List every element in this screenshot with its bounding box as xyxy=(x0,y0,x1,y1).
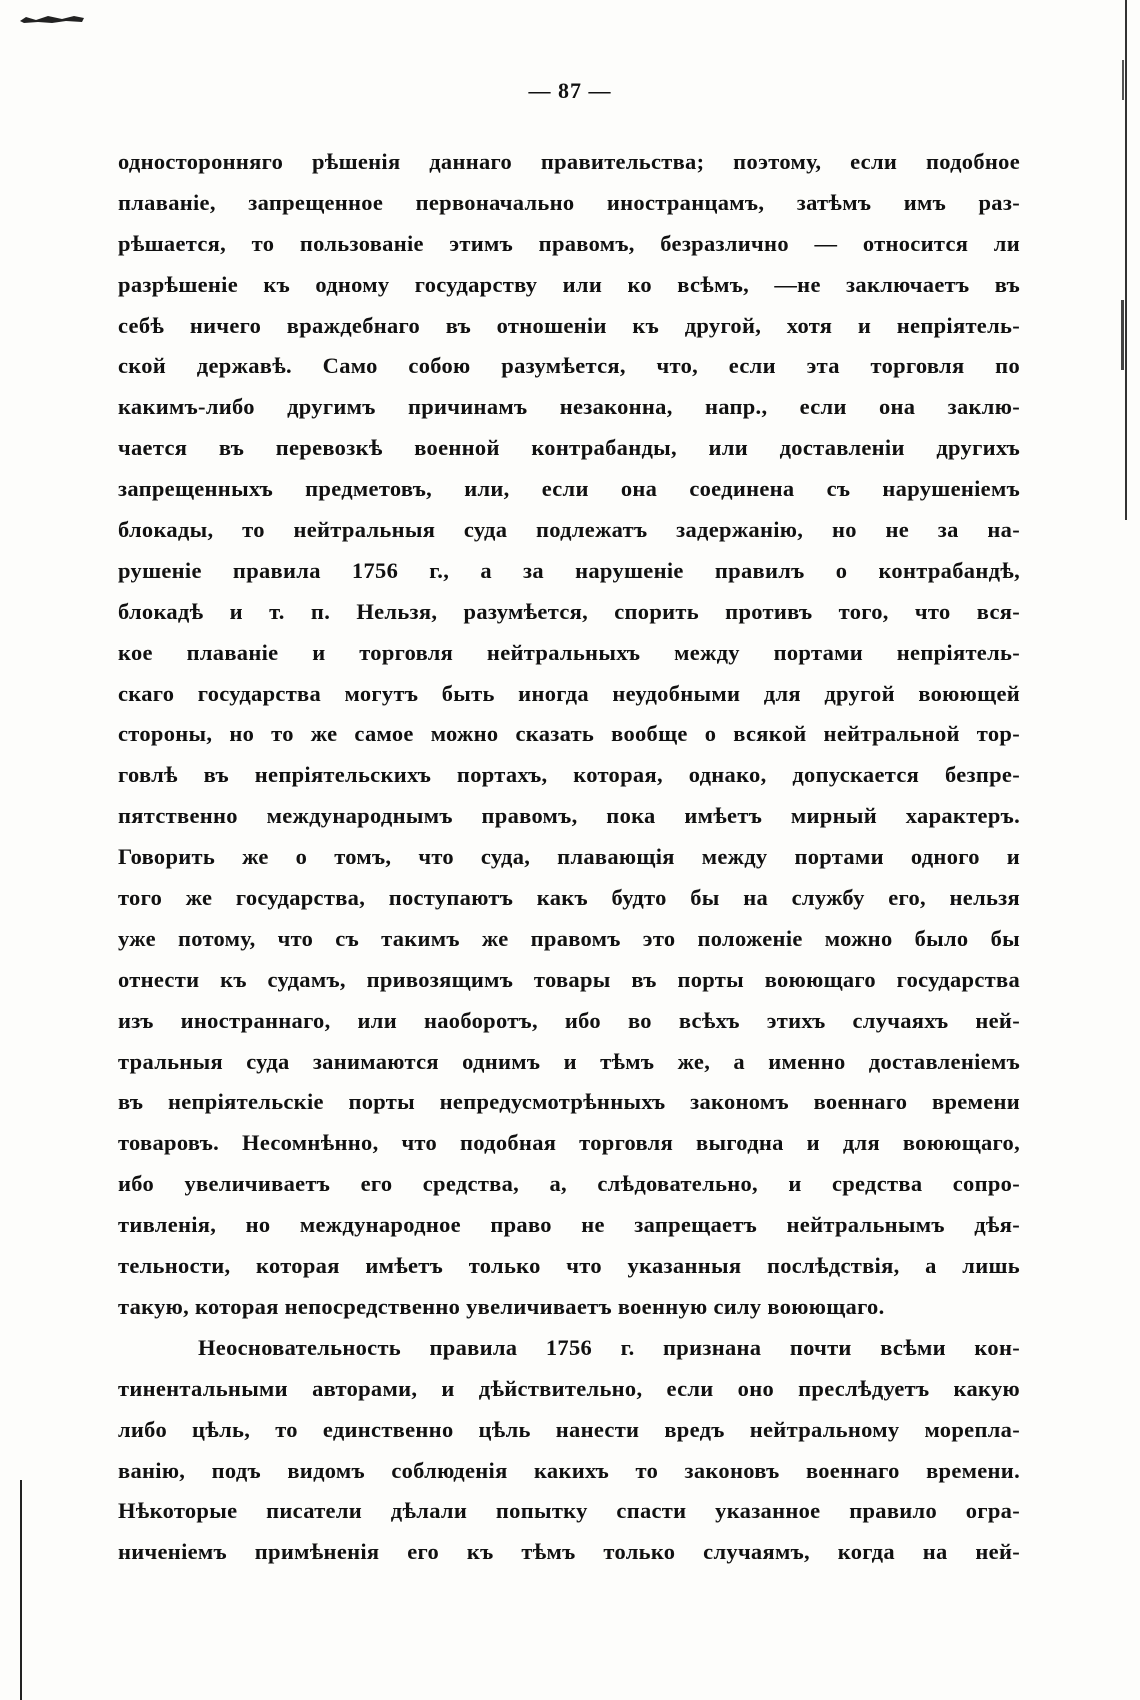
text-line: такую, которая непосредственно увеличиваетъ военную силу воюющаго. xyxy=(118,1293,885,1319)
text-line: Неосновательность правила 1756 г. признана почти всѣми кон- xyxy=(198,1334,1020,1360)
page-number: — 87 — xyxy=(528,78,612,103)
text-line: разрѣшеніе къ одному государству или ко всѣмъ, —не заключаетъ въ xyxy=(118,271,1020,297)
text-line: чается въ перевозкѣ военной контрабанды, или доставленіи другихъ xyxy=(118,435,1020,461)
text-line: стороны, но то же самое можно сказать вообще о всякой нейтральной тор- xyxy=(118,721,1020,747)
text-line: односторонняго рѣшенія даннаго правительства; поэтому, если подобное xyxy=(118,149,1020,174)
corner-ink-mark xyxy=(18,14,86,24)
text-line: Говорить же о томъ, что суда, плавающія между портами одного и xyxy=(118,844,1020,870)
text-line: себѣ ничего враждебнаго въ отношеніи къ другой, хотя и непріятель- xyxy=(118,312,1020,338)
text-line: тельности, которая имѣетъ только что указанныя послѣдствія, а лишь xyxy=(118,1253,1020,1279)
text-line: отнести къ судамъ, привозящимъ товары въ порты воюющаго государства xyxy=(118,966,1020,992)
text-line: запрещенныхъ предметовъ, или, если она соединена съ нарушеніемъ xyxy=(118,476,1020,502)
text-line: говлѣ въ непріятельскихъ портахъ, которая, однако, допускается безпре- xyxy=(118,762,1020,788)
body-text xyxy=(118,142,1020,1573)
text-line: рѣшается, то пользованіе этимъ правомъ, безразлично — относится ли xyxy=(118,230,1020,256)
text-line: плаваніе, запрещенное первоначально иностранцамъ, затѣмъ имъ раз- xyxy=(118,189,1020,215)
text-line: скаго государства могутъ быть иногда неудобными для другой воюющей xyxy=(118,680,1020,706)
text-line: тивленія, но международное право не запрещаетъ нейтральнымъ дѣя- xyxy=(118,1212,1020,1238)
left-margin-line xyxy=(18,1480,24,1700)
text-line: кое плаваніе и торговля нейтральныхъ между портами непріятель- xyxy=(118,639,1020,665)
text-line: ской державѣ. Само собою разумѣется, что, если эта торговля по xyxy=(118,353,1020,379)
text-line: Нѣкоторые писатели дѣлали попытку спасти указанное правило огра- xyxy=(118,1498,1020,1524)
text-line: блокадѣ и т. п. Нельзя, разумѣется, спорить противъ того, что вся- xyxy=(118,598,1020,624)
text-line: въ непріятельскіе порты непредусмотрѣнныхъ закономъ военнаго времени xyxy=(118,1089,1020,1115)
text-line: пятственно международнымъ правомъ, пока имѣетъ мирный характеръ. xyxy=(118,803,1020,829)
text-line: изъ иностраннаго, или наоборотъ, ибо во всѣхъ этихъ случаяхъ ней- xyxy=(118,1007,1020,1033)
text-line: ванію, подъ видомъ соблюденія какихъ то законовъ военнаго времени. xyxy=(118,1457,1020,1483)
text-line: товаровъ. Несомнѣнно, что подобная торговля выгодна и для воюющаго, xyxy=(118,1130,1020,1156)
text-line: того же государства, поступаютъ какъ будто бы на службу его, нельзя xyxy=(118,885,1020,911)
text-line: ибо увеличиваетъ его средства, а, слѣдовательно, и средства сопро- xyxy=(118,1171,1020,1197)
text-line: уже потому, что съ такимъ же правомъ это положеніе можно было бы xyxy=(118,925,1020,951)
text-line: ниченіемъ примѣненія его къ тѣмъ только случаямъ, когда на ней- xyxy=(118,1539,1020,1565)
paragraph-1 xyxy=(118,142,1020,1328)
text-line: тральныя суда занимаются однимъ и тѣмъ же, а именно доставленіемъ xyxy=(118,1048,1020,1074)
text-line: либо цѣль, то единственно цѣль нанести вредъ нейтральному морепла- xyxy=(118,1416,1020,1442)
text-line: тинентальными авторами, и дѣйствительно, если оно преслѣдуетъ какую xyxy=(118,1375,1020,1401)
text-line: блокады, то нейтральныя суда подлежатъ задержанію, но не за на- xyxy=(118,517,1020,543)
text-line: рушеніе правила 1756 г., а за нарушеніе правилъ о контрабандѣ, xyxy=(118,557,1020,583)
paragraph-2 xyxy=(118,1328,1020,1573)
text-line: какимъ-либо другимъ причинамъ незаконна, напр., если она заклю- xyxy=(118,394,1020,420)
